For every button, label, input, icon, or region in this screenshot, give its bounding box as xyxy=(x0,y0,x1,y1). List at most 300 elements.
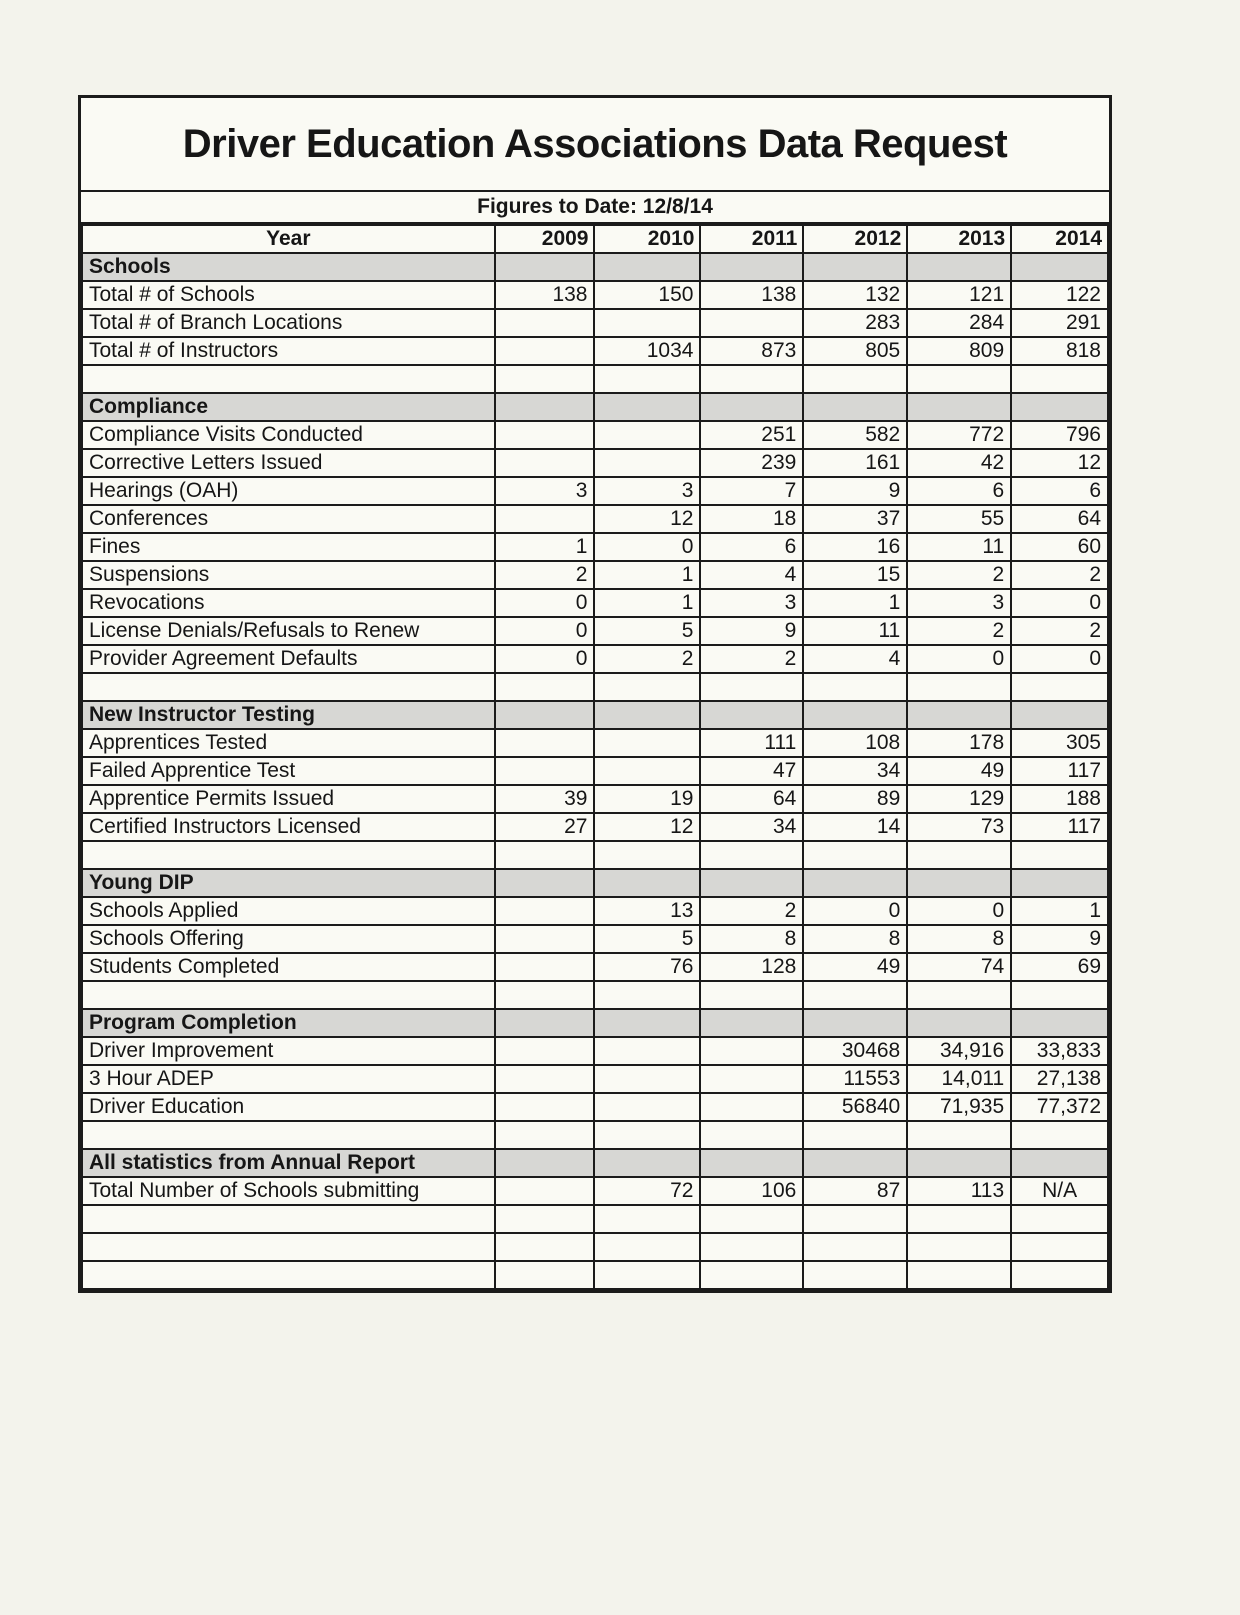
row-label: Schools Applied xyxy=(82,897,495,925)
value-cell: 16 xyxy=(803,533,907,561)
value-cell xyxy=(495,953,595,981)
value-cell: 3 xyxy=(700,589,803,617)
value-cell xyxy=(495,729,595,757)
table-row xyxy=(82,729,1108,757)
value-cell: 106 xyxy=(700,1177,803,1205)
spacer-row xyxy=(82,1121,1108,1149)
value-cell: 0 xyxy=(1011,589,1108,617)
row-label: Hearings (OAH) xyxy=(82,477,495,505)
value-cell: 64 xyxy=(700,785,803,813)
blank-cell xyxy=(1011,1233,1108,1261)
value-cell xyxy=(495,505,595,533)
section-header-label: New Instructor Testing xyxy=(82,701,495,729)
table-row xyxy=(82,1093,1108,1121)
value-cell: 9 xyxy=(803,477,907,505)
value-cell: 0 xyxy=(907,897,1011,925)
blank-cell xyxy=(594,365,700,393)
value-cell: 122 xyxy=(1011,281,1108,309)
value-cell xyxy=(495,757,595,785)
value-cell: 2 xyxy=(907,561,1011,589)
section-header-cell xyxy=(594,701,700,729)
table-row xyxy=(82,645,1108,673)
section-header-cell xyxy=(495,869,595,897)
value-cell xyxy=(495,309,595,337)
row-label: Provider Agreement Defaults xyxy=(82,645,495,673)
value-cell: 14,011 xyxy=(907,1065,1011,1093)
value-cell: 49 xyxy=(907,757,1011,785)
value-cell: 150 xyxy=(594,281,700,309)
value-cell xyxy=(594,421,700,449)
value-cell: 56840 xyxy=(803,1093,907,1121)
value-cell: 1 xyxy=(1011,897,1108,925)
scanned-data-request-sheet xyxy=(78,95,1112,1293)
value-cell: 291 xyxy=(1011,309,1108,337)
spacer-row xyxy=(82,365,1108,393)
year-header-2013: 2013 xyxy=(907,225,1011,253)
value-cell xyxy=(495,449,595,477)
value-cell: 796 xyxy=(1011,421,1108,449)
year-header-2011: 2011 xyxy=(700,225,803,253)
value-cell: 2 xyxy=(700,645,803,673)
row-label: Corrective Letters Issued xyxy=(82,449,495,477)
row-label: Revocations xyxy=(82,589,495,617)
value-cell: 8 xyxy=(700,925,803,953)
section-header-cell xyxy=(594,1149,700,1177)
blank-cell xyxy=(495,841,595,869)
row-label: Driver Education xyxy=(82,1093,495,1121)
blank-cell xyxy=(594,673,700,701)
blank-cell xyxy=(700,1261,803,1289)
value-cell: 15 xyxy=(803,561,907,589)
year-header-row xyxy=(82,225,1108,253)
section-header-cell xyxy=(700,1009,803,1037)
value-cell: 4 xyxy=(700,561,803,589)
row-label: Certified Instructors Licensed xyxy=(82,813,495,841)
value-cell: 27 xyxy=(495,813,595,841)
value-cell: 11 xyxy=(803,617,907,645)
section-header-label: Young DIP xyxy=(82,869,495,897)
value-cell: 772 xyxy=(907,421,1011,449)
blank-cell xyxy=(594,981,700,1009)
section-header-cell xyxy=(700,393,803,421)
table-row xyxy=(82,421,1108,449)
value-cell: 2 xyxy=(907,617,1011,645)
value-cell: 8 xyxy=(803,925,907,953)
value-cell: 809 xyxy=(907,337,1011,365)
section-header-cell xyxy=(495,701,595,729)
spacer-row xyxy=(82,1261,1108,1289)
table-row xyxy=(82,309,1108,337)
value-cell: 284 xyxy=(907,309,1011,337)
blank-cell xyxy=(1011,1121,1108,1149)
blank-cell xyxy=(82,1261,495,1289)
row-label: Driver Improvement xyxy=(82,1037,495,1065)
blank-cell xyxy=(700,1233,803,1261)
section-header-cell xyxy=(594,393,700,421)
value-cell: 64 xyxy=(1011,505,1108,533)
value-cell: 12 xyxy=(594,813,700,841)
table-row xyxy=(82,1065,1108,1093)
blank-cell xyxy=(907,1261,1011,1289)
value-cell: 8 xyxy=(907,925,1011,953)
value-cell: 818 xyxy=(1011,337,1108,365)
value-cell: 1 xyxy=(495,533,595,561)
section-header-cell xyxy=(700,869,803,897)
value-cell: 178 xyxy=(907,729,1011,757)
section-header-cell xyxy=(495,393,595,421)
blank-cell xyxy=(495,673,595,701)
value-cell: 42 xyxy=(907,449,1011,477)
value-cell: 18 xyxy=(700,505,803,533)
value-cell: 3 xyxy=(495,477,595,505)
value-cell: 39 xyxy=(495,785,595,813)
blank-cell xyxy=(495,981,595,1009)
value-cell: 71,935 xyxy=(907,1093,1011,1121)
value-cell: 161 xyxy=(803,449,907,477)
value-cell: 188 xyxy=(1011,785,1108,813)
value-cell: 3 xyxy=(907,589,1011,617)
value-cell: 9 xyxy=(1011,925,1108,953)
value-cell: 47 xyxy=(700,757,803,785)
section-header-cell xyxy=(495,1009,595,1037)
value-cell: 34 xyxy=(803,757,907,785)
value-cell: 117 xyxy=(1011,813,1108,841)
blank-cell xyxy=(495,1233,595,1261)
value-cell: 873 xyxy=(700,337,803,365)
value-cell: 27,138 xyxy=(1011,1065,1108,1093)
value-cell: 108 xyxy=(803,729,907,757)
value-cell: 0 xyxy=(594,533,700,561)
value-cell: 132 xyxy=(803,281,907,309)
value-cell: 12 xyxy=(594,505,700,533)
value-cell xyxy=(495,1093,595,1121)
blank-cell xyxy=(594,1205,700,1233)
value-cell xyxy=(495,337,595,365)
value-cell: 138 xyxy=(700,281,803,309)
table-row xyxy=(82,477,1108,505)
blank-cell xyxy=(495,1121,595,1149)
section-header-cell xyxy=(1011,1009,1108,1037)
blank-cell xyxy=(594,1261,700,1289)
value-cell: 9 xyxy=(700,617,803,645)
row-label: License Denials/Refusals to Renew xyxy=(82,617,495,645)
value-cell: 2 xyxy=(1011,561,1108,589)
section-header-label: Program Completion xyxy=(82,1009,495,1037)
year-column-header: Year xyxy=(82,225,495,253)
value-cell: 1 xyxy=(594,561,700,589)
year-header-2012: 2012 xyxy=(803,225,907,253)
section-header-row xyxy=(82,701,1108,729)
value-cell: 2 xyxy=(495,561,595,589)
value-cell: 72 xyxy=(594,1177,700,1205)
value-cell: 1034 xyxy=(594,337,700,365)
value-cell: 74 xyxy=(907,953,1011,981)
value-cell: 2 xyxy=(594,645,700,673)
value-cell: 0 xyxy=(907,645,1011,673)
section-header-cell xyxy=(907,869,1011,897)
blank-cell xyxy=(495,1205,595,1233)
row-label: Total # of Instructors xyxy=(82,337,495,365)
value-cell xyxy=(700,1093,803,1121)
section-header-cell xyxy=(907,1149,1011,1177)
row-label: Compliance Visits Conducted xyxy=(82,421,495,449)
value-cell: 805 xyxy=(803,337,907,365)
blank-cell xyxy=(700,1205,803,1233)
section-header-cell xyxy=(1011,869,1108,897)
blank-cell xyxy=(700,1121,803,1149)
blank-cell xyxy=(82,981,495,1009)
blank-cell xyxy=(1011,981,1108,1009)
blank-cell xyxy=(1011,841,1108,869)
section-header-row xyxy=(82,393,1108,421)
year-header-2009: 2009 xyxy=(495,225,595,253)
table-row xyxy=(82,1037,1108,1065)
blank-cell xyxy=(1011,673,1108,701)
value-cell xyxy=(594,1093,700,1121)
blank-cell xyxy=(82,365,495,393)
table-row xyxy=(82,281,1108,309)
spacer-row xyxy=(82,981,1108,1009)
value-cell: 55 xyxy=(907,505,1011,533)
blank-cell xyxy=(82,1233,495,1261)
row-label: Fines xyxy=(82,533,495,561)
value-cell: 30468 xyxy=(803,1037,907,1065)
blank-cell xyxy=(1011,1205,1108,1233)
value-cell: 69 xyxy=(1011,953,1108,981)
value-cell: 0 xyxy=(495,645,595,673)
value-cell xyxy=(594,757,700,785)
value-cell: 60 xyxy=(1011,533,1108,561)
year-header-2010: 2010 xyxy=(594,225,700,253)
blank-cell xyxy=(803,1121,907,1149)
blank-cell xyxy=(907,981,1011,1009)
blank-cell xyxy=(700,365,803,393)
table-row xyxy=(82,897,1108,925)
section-header-cell xyxy=(907,701,1011,729)
section-header-cell xyxy=(1011,253,1108,281)
table-row xyxy=(82,953,1108,981)
value-cell: 113 xyxy=(907,1177,1011,1205)
section-header-cell xyxy=(700,1149,803,1177)
section-header-cell xyxy=(803,1009,907,1037)
value-cell xyxy=(495,1065,595,1093)
section-header-label: Compliance xyxy=(82,393,495,421)
value-cell: 4 xyxy=(803,645,907,673)
row-label: Schools Offering xyxy=(82,925,495,953)
section-header-label: Schools xyxy=(82,253,495,281)
section-header-cell xyxy=(594,869,700,897)
section-header-row xyxy=(82,1009,1108,1037)
blank-cell xyxy=(82,841,495,869)
value-cell: 13 xyxy=(594,897,700,925)
value-cell xyxy=(495,1037,595,1065)
blank-cell xyxy=(495,1261,595,1289)
section-header-cell xyxy=(803,701,907,729)
value-cell: 37 xyxy=(803,505,907,533)
section-header-cell xyxy=(594,253,700,281)
value-cell: 14 xyxy=(803,813,907,841)
value-cell: 0 xyxy=(1011,645,1108,673)
section-header-label: All statistics from Annual Report xyxy=(82,1149,495,1177)
table-row xyxy=(82,337,1108,365)
section-header-cell xyxy=(1011,393,1108,421)
table-row xyxy=(82,617,1108,645)
blank-cell xyxy=(1011,1261,1108,1289)
spacer-row xyxy=(82,1233,1108,1261)
value-cell: 0 xyxy=(495,617,595,645)
value-cell: 6 xyxy=(907,477,1011,505)
value-cell: 305 xyxy=(1011,729,1108,757)
blank-cell xyxy=(907,365,1011,393)
value-cell: 7 xyxy=(700,477,803,505)
blank-cell xyxy=(803,1261,907,1289)
blank-cell xyxy=(907,1233,1011,1261)
blank-cell xyxy=(803,365,907,393)
year-header-2014: 2014 xyxy=(1011,225,1108,253)
value-cell: 5 xyxy=(594,925,700,953)
value-cell xyxy=(700,309,803,337)
blank-cell xyxy=(803,1233,907,1261)
blank-cell xyxy=(803,1205,907,1233)
table-row xyxy=(82,925,1108,953)
blank-cell xyxy=(700,981,803,1009)
value-cell xyxy=(700,1065,803,1093)
section-header-cell xyxy=(803,253,907,281)
value-cell: 6 xyxy=(700,533,803,561)
section-header-cell xyxy=(1011,701,1108,729)
section-header-row xyxy=(82,869,1108,897)
blank-cell xyxy=(907,841,1011,869)
table-row xyxy=(82,505,1108,533)
table-row xyxy=(82,1177,1108,1205)
value-cell: 34,916 xyxy=(907,1037,1011,1065)
blank-cell xyxy=(1011,365,1108,393)
value-cell xyxy=(495,925,595,953)
title-row xyxy=(81,98,1109,192)
value-cell: 138 xyxy=(495,281,595,309)
value-cell: 11 xyxy=(907,533,1011,561)
value-cell: 111 xyxy=(700,729,803,757)
blank-cell xyxy=(594,841,700,869)
figures-to-date-subtitle: Figures to Date: 12/8/14 xyxy=(81,192,1109,224)
value-cell xyxy=(594,729,700,757)
section-header-cell xyxy=(803,869,907,897)
value-cell: 251 xyxy=(700,421,803,449)
blank-cell xyxy=(594,1233,700,1261)
value-cell: 6 xyxy=(1011,477,1108,505)
value-cell xyxy=(594,449,700,477)
section-header-cell xyxy=(803,393,907,421)
value-cell: 128 xyxy=(700,953,803,981)
value-cell: 0 xyxy=(495,589,595,617)
value-cell: 89 xyxy=(803,785,907,813)
blank-cell xyxy=(803,673,907,701)
row-label: Conferences xyxy=(82,505,495,533)
value-cell: 121 xyxy=(907,281,1011,309)
value-cell: 117 xyxy=(1011,757,1108,785)
value-cell xyxy=(495,897,595,925)
section-header-cell xyxy=(907,253,1011,281)
blank-cell xyxy=(82,1121,495,1149)
value-cell: 11553 xyxy=(803,1065,907,1093)
value-cell: 19 xyxy=(594,785,700,813)
table-row xyxy=(82,533,1108,561)
blank-cell xyxy=(495,365,595,393)
value-cell: 1 xyxy=(803,589,907,617)
value-cell: 1 xyxy=(594,589,700,617)
page-title: Driver Education Associations Data Request xyxy=(182,121,1008,166)
blank-cell xyxy=(907,673,1011,701)
table-row xyxy=(82,757,1108,785)
row-label: Total Number of Schools submitting xyxy=(82,1177,495,1205)
spacer-row xyxy=(82,1205,1108,1233)
row-label: Failed Apprentice Test xyxy=(82,757,495,785)
value-cell xyxy=(495,421,595,449)
table-row xyxy=(82,589,1108,617)
blank-cell xyxy=(700,673,803,701)
section-header-cell xyxy=(907,1009,1011,1037)
value-cell xyxy=(594,309,700,337)
blank-cell xyxy=(803,981,907,1009)
row-label: Total # of Branch Locations xyxy=(82,309,495,337)
value-cell: 33,833 xyxy=(1011,1037,1108,1065)
section-header-cell xyxy=(594,1009,700,1037)
row-label: Total # of Schools xyxy=(82,281,495,309)
table-row xyxy=(82,785,1108,813)
value-cell: 5 xyxy=(594,617,700,645)
value-cell: 76 xyxy=(594,953,700,981)
value-cell: 129 xyxy=(907,785,1011,813)
row-label: 3 Hour ADEP xyxy=(82,1065,495,1093)
blank-cell xyxy=(803,841,907,869)
blank-cell xyxy=(82,673,495,701)
value-cell: 239 xyxy=(700,449,803,477)
value-cell: 2 xyxy=(1011,617,1108,645)
section-header-cell xyxy=(495,253,595,281)
value-cell: 49 xyxy=(803,953,907,981)
value-cell: 2 xyxy=(700,897,803,925)
section-header-cell xyxy=(700,701,803,729)
row-label: Apprentice Permits Issued xyxy=(82,785,495,813)
spacer-row xyxy=(82,673,1108,701)
table-row xyxy=(82,813,1108,841)
row-label: Students Completed xyxy=(82,953,495,981)
value-cell: 0 xyxy=(803,897,907,925)
value-cell: 73 xyxy=(907,813,1011,841)
section-header-row xyxy=(82,1149,1108,1177)
spacer-row xyxy=(82,841,1108,869)
value-cell: 12 xyxy=(1011,449,1108,477)
blank-cell xyxy=(594,1121,700,1149)
section-header-cell xyxy=(495,1149,595,1177)
value-cell: 77,372 xyxy=(1011,1093,1108,1121)
blank-cell xyxy=(907,1121,1011,1149)
row-label: Apprentices Tested xyxy=(82,729,495,757)
value-cell: 34 xyxy=(700,813,803,841)
value-cell: 87 xyxy=(803,1177,907,1205)
section-header-cell xyxy=(907,393,1011,421)
section-header-cell xyxy=(1011,1149,1108,1177)
table-row xyxy=(82,561,1108,589)
value-cell xyxy=(495,1177,595,1205)
blank-cell xyxy=(82,1205,495,1233)
data-table xyxy=(81,224,1109,1290)
section-header-cell xyxy=(700,253,803,281)
value-cell xyxy=(594,1037,700,1065)
row-label: Suspensions xyxy=(82,561,495,589)
value-cell xyxy=(594,1065,700,1093)
blank-cell xyxy=(907,1205,1011,1233)
